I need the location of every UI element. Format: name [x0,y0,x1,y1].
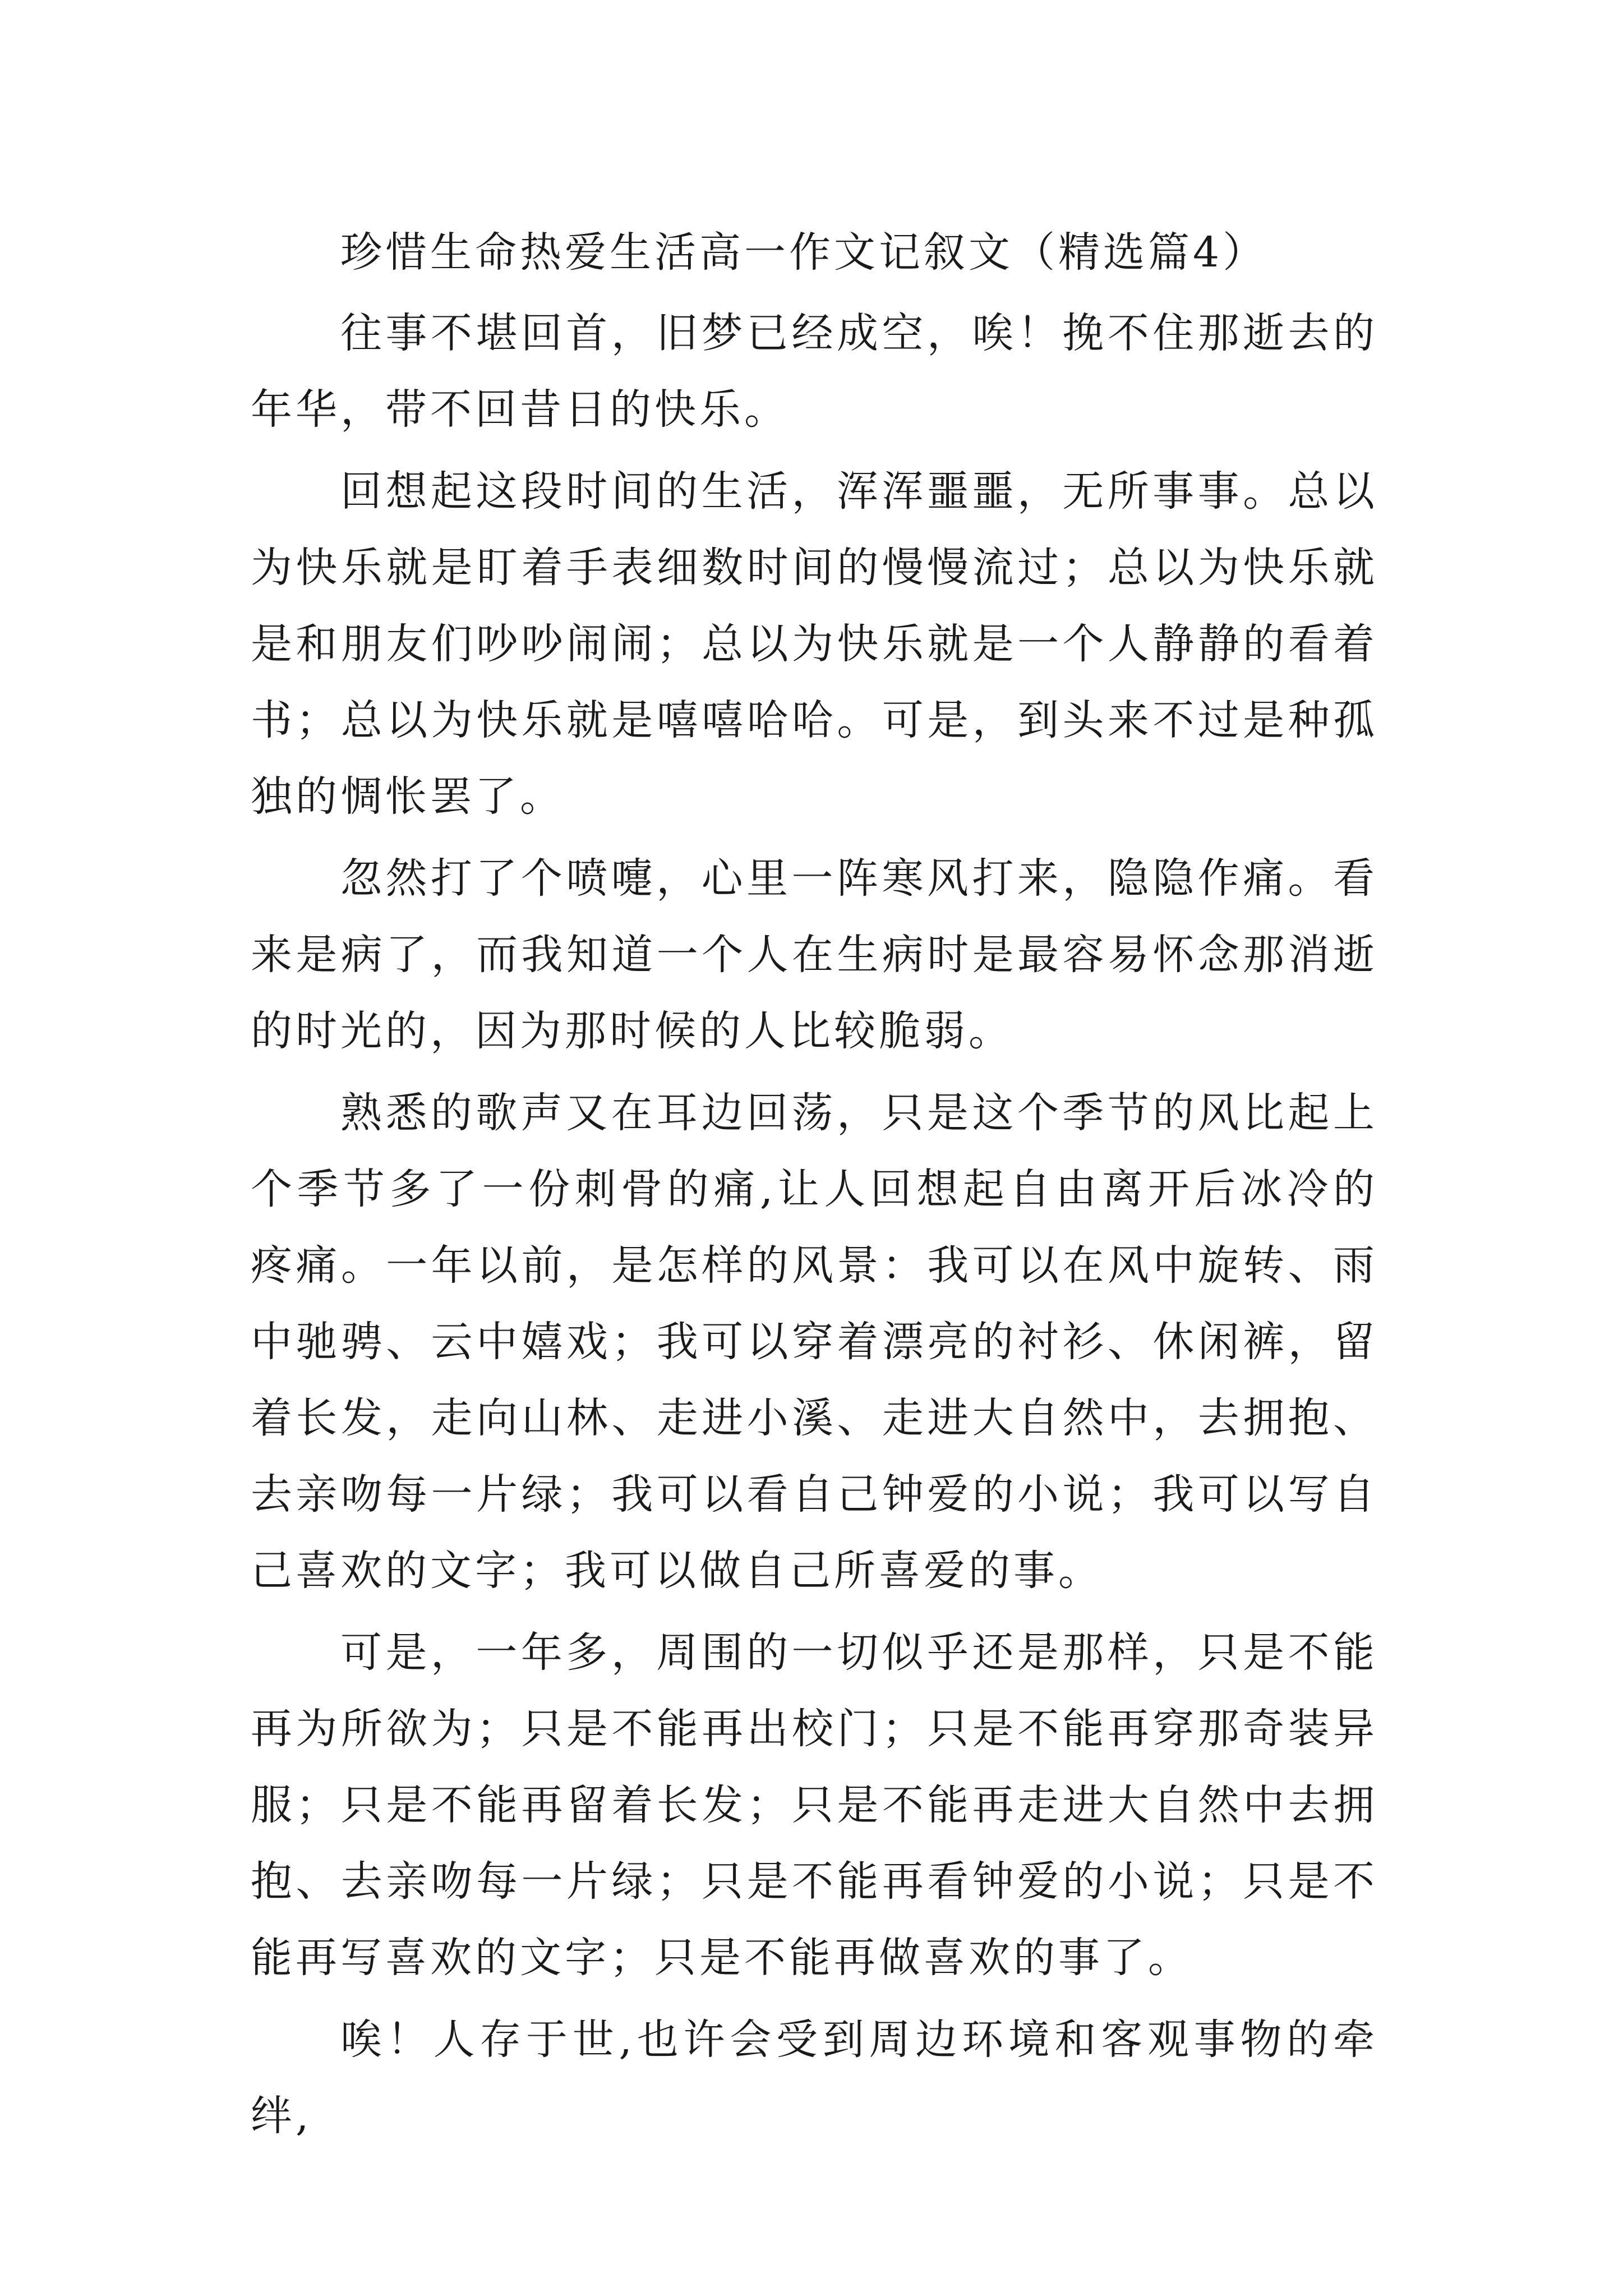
paragraph-1: 往事不堪回首，旧梦已经成空，唉！挽不住那逝去的年华，带不回昔日的快乐。 [251,309,1378,434]
paragraph-6: 唉！人存于世,也许会受到周边环境和客观事物的牵绊, [251,2016,1378,2140]
paragraph-3: 忽然打了个喷嚏，心里一阵寒风打来，隐隐作痛。看来是病了，而我知道一个人在生病时是最容易怀念那消逝的时光的，因为那时候的人比较脆弱。 [251,854,1378,1055]
document-body [251,214,1378,2160]
paragraph-2: 回想起这段时间的生活，浑浑噩噩，无所事事。总以为快乐就是盯着手表细数时间的慢慢流过；总以为快乐就是和朋友们吵吵闹闹；总以为快乐就是一个人静静的看着书；总以为快乐就是嘻嘻哈哈。可是，到头来不过是种孤独的惆怅罢了。 [251,467,1378,821]
paragraph-5: 可是，一年多，周围的一切似乎还是那样，只是不能再为所欲为；只是不能再出校门；只是不能再穿那奇装异服；只是不能再留着长发；只是不能再走进大自然中去拥抱、去亲吻每一片绿；只是不能再看钟爱的小说；只是不能再写喜欢的文字；只是不能再做喜欢的事了。 [251,1628,1378,1982]
paragraph-4: 熟悉的歌声又在耳边回荡，只是这个季节的风比起上个季节多了一份刺骨的痛,让人回想起自由离开后冰冷的疼痛。一年以前，是怎样的风景：我可以在风中旋转、雨中驰骋、云中嬉戏；我可以穿着漂亮的衬衫、休闲裤，留着长发，走向山林、走进小溪、走进大自然中，去拥抱、去亲吻每一片绿；我可以看自己钟爱的小说；我可以写自己喜欢的文字；我可以做自己所喜爱的事。 [251,1089,1378,1595]
document-title: 珍惜生命热爱生活高一作文记叙文（精选篇4） [340,228,1268,277]
